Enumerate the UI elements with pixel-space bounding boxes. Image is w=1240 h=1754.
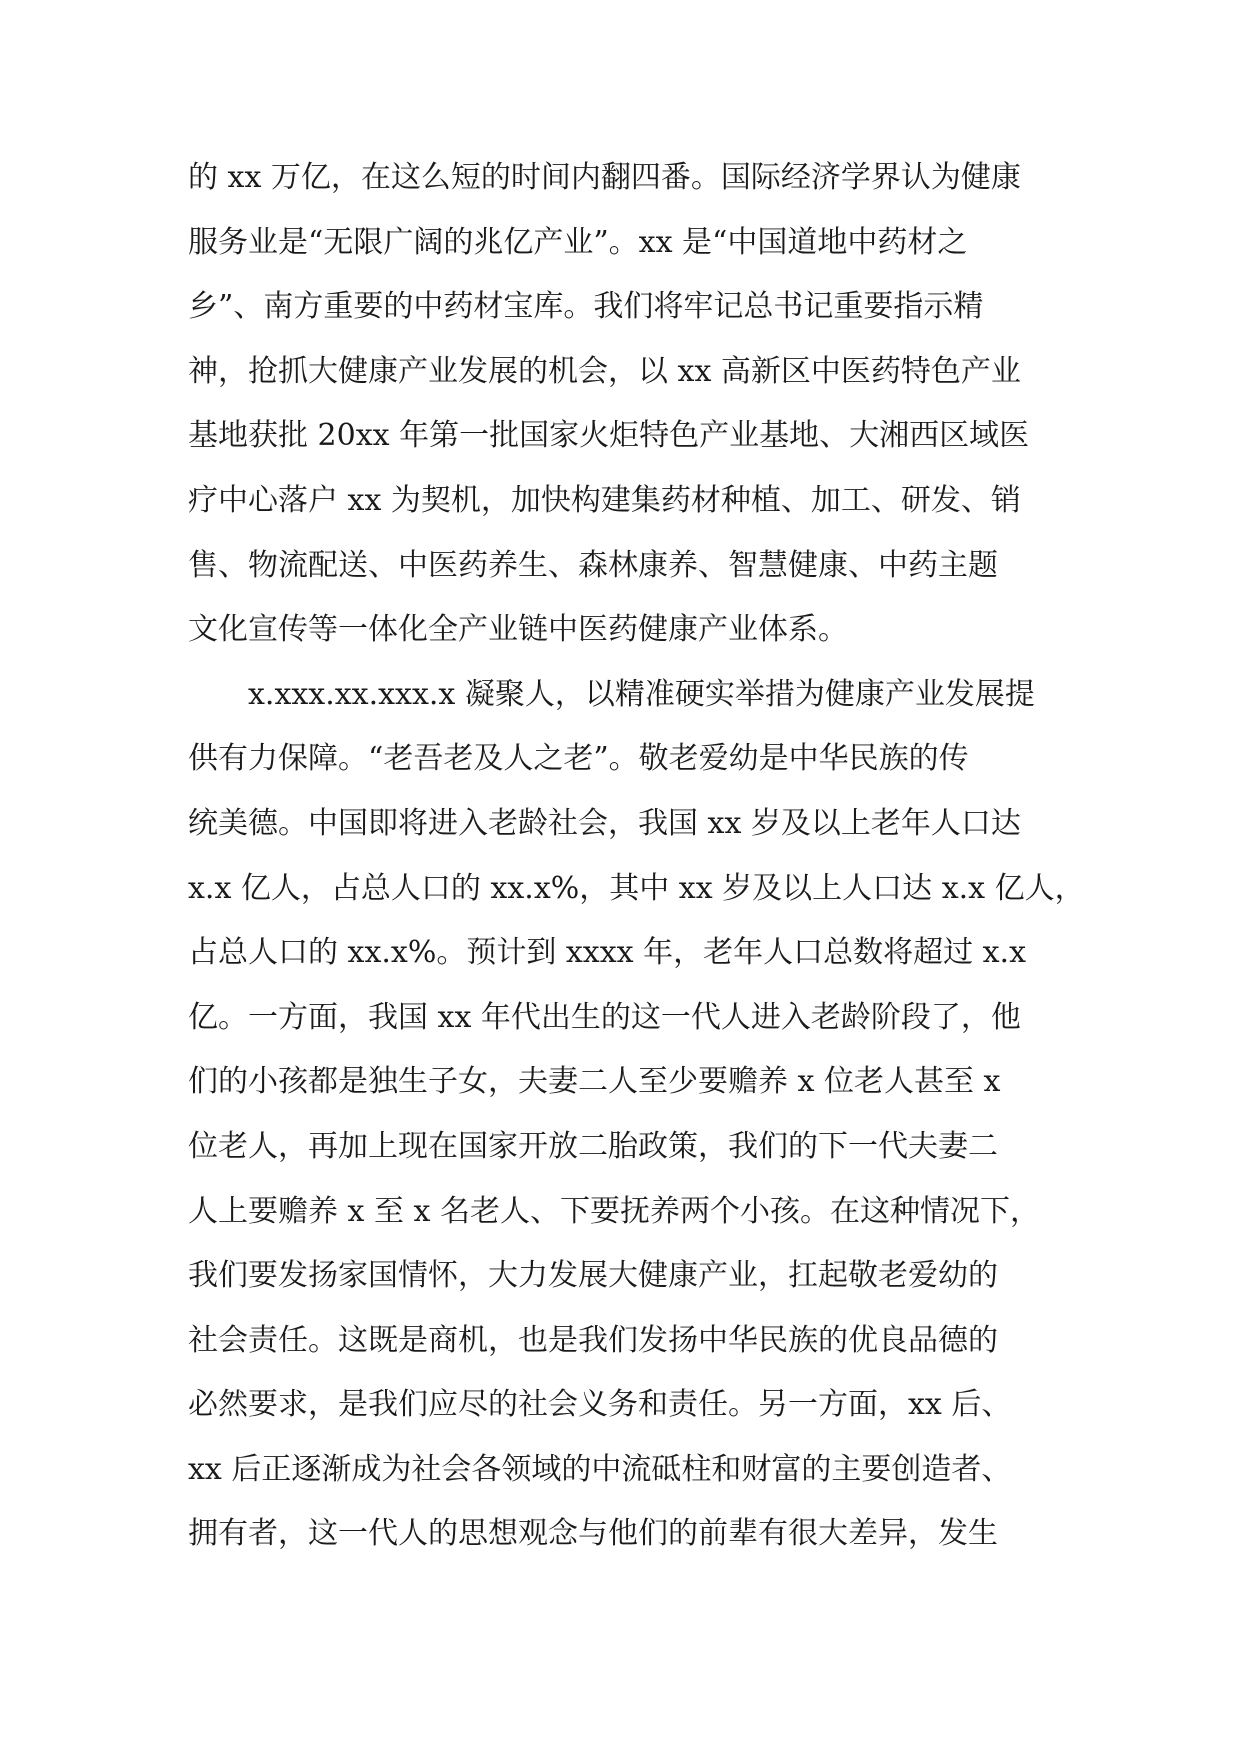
text-line: 神，抢抓大健康产业发展的机会，以 xx 高新区中医药特色产业	[188, 353, 1021, 389]
text-line: 疗中心落户 xx 为契机，加快构建集药材种植、加工、研发、销	[188, 482, 1021, 518]
text-line: 们的小孩都是独生子女，夫妻二人至少要赡养 x 位老人甚至 x	[188, 1064, 1001, 1100]
text-line: 供有力保障。“老吾老及人之老”。敬老爱幼是中华民族的传	[188, 741, 969, 777]
text-line: 社会责任。这既是商机，也是我们发扬中华民族的优良品德的	[188, 1322, 998, 1358]
text-line: 必然要求，是我们应尽的社会义务和责任。另一方面，xx 后、	[188, 1387, 1012, 1423]
text-line: 人上要赡养 x 至 x 名老人、下要抚养两个小孩。在这种情况下，	[188, 1193, 1040, 1229]
text-line: 我们要发扬家国情怀，大力发展大健康产业，扛起敬老爱幼的	[188, 1258, 998, 1294]
text-line: 拥有者，这一代人的思想观念与他们的前辈有很大差异，发生	[188, 1516, 998, 1552]
text-line: 乡”、南方重要的中药材宝库。我们将牢记总书记重要指示精	[188, 289, 984, 325]
text-line: x.x 亿人，占总人口的 xx.x%，其中 xx 岁及以上人口达 x.x 亿人，	[188, 870, 1085, 906]
text-line: 亿。一方面，我国 xx 年代出生的这一代人进入老龄阶段了，他	[188, 999, 1021, 1035]
text-line: 位老人，再加上现在国家开放二胎政策，我们的下一代夫妻二	[188, 1128, 998, 1164]
text-line: xx 后正逐渐成为社会各领域的中流砥柱和财富的主要创造者、	[188, 1451, 1012, 1487]
text-line: 的 xx 万亿，在这么短的时间内翻四番。国际经济学界认为健康	[188, 160, 1021, 195]
text-line: 统美德。中国即将进入老龄社会，我国 xx 岁及以上老年人口达	[188, 805, 1021, 841]
text-line: 服务业是“无限广阔的兆亿产业”。xx 是“中国道地中药材之	[188, 224, 968, 260]
text-line: 基地获批 20xx 年第一批国家火炬特色产业基地、大湘西区域医	[188, 418, 1030, 454]
body-text	[188, 146, 1085, 1567]
text-line: 占总人口的 xx.x%。预计到 xxxx 年，老年人口总数将超过 x.x	[188, 935, 1026, 971]
paragraph-first-line: x.xxx.xx.xxx.x 凝聚人，以精准硬实举措为健康产业发展提	[248, 676, 1035, 712]
text-line: 文化宣传等一体化全产业链中医药健康产业体系。	[188, 612, 848, 648]
text-line: 售、物流配送、中医药养生、森林康养、智慧健康、中药主题	[188, 547, 998, 583]
